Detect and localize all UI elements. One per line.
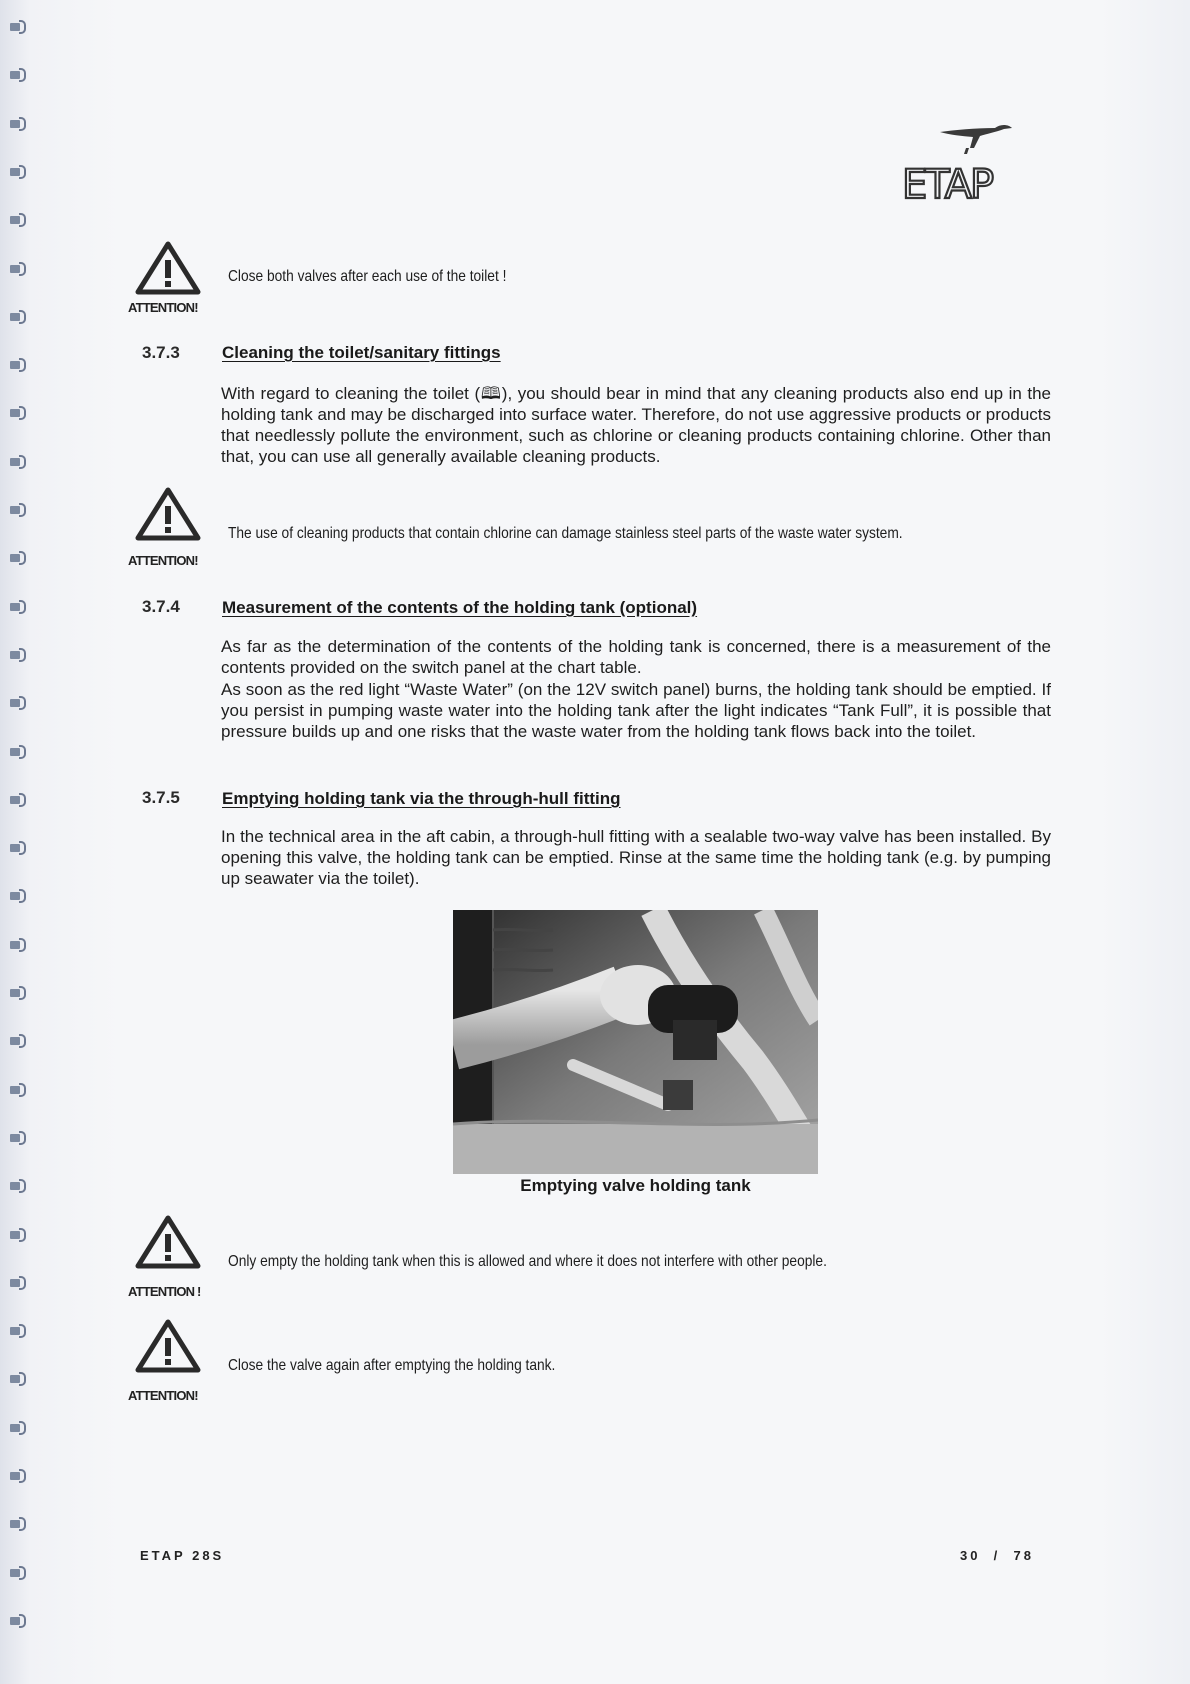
- footer-page-number: 30 / 78: [960, 1548, 1034, 1563]
- binding-ring-icon: [10, 551, 26, 565]
- section-number: 3.7.3: [142, 343, 180, 362]
- attention-note: Only empty the holding tank when this is allowed and where it does not interfere with other people.: [228, 1253, 827, 1270]
- attention-warning: [125, 1318, 215, 1403]
- warning-triangle-icon: [134, 1214, 202, 1270]
- binding-ring-icon: [10, 1228, 26, 1242]
- binding-ring-icon: [10, 600, 26, 614]
- binding-ring-icon: [10, 1469, 26, 1483]
- binding-ring-icon: [10, 986, 26, 1000]
- attention-label: ATTENTION!: [128, 300, 198, 315]
- attention-label: ATTENTION !: [128, 1284, 201, 1299]
- binding-ring-icon: [10, 1517, 26, 1531]
- section-title: Measurement of the contents of the holding tank (optional): [222, 598, 698, 617]
- attention-note: Close the valve again after emptying the holding tank.: [228, 1357, 556, 1374]
- binding-ring-icon: [10, 165, 26, 179]
- attention-note: Close both valves after each use of the toilet !: [228, 268, 507, 285]
- binding-ring-icon: [10, 406, 26, 420]
- binding-ring-icon: [10, 648, 26, 662]
- section-number: 3.7.5: [142, 788, 180, 807]
- binding-ring-icon: [10, 1421, 26, 1435]
- section-title: Cleaning the toilet/sanitary fittings: [222, 343, 501, 362]
- binding-ring-icon: [10, 213, 26, 227]
- footer-model: ETAP 28S: [140, 1548, 225, 1563]
- attention-warning: [125, 240, 215, 320]
- section-body-continued: As soon as the red light “Waste Water” (on the 12V switch panel) burns, the holding tank should be emptied. If you persist in pumping waste water into the holding tank after the light indicates “Tank Full”, it is possible that pressure builds up and one risks that the waste water from the holding tank flows back into the toilet.: [221, 680, 1051, 741]
- binding-ring-icon: [10, 503, 26, 517]
- binding-ring-icon: [10, 745, 26, 759]
- binding-ring-icon: [10, 358, 26, 372]
- binding-ring-icon: [10, 938, 26, 952]
- binding-ring-icon: [10, 1372, 26, 1386]
- binding-ring-icon: [10, 1179, 26, 1193]
- binding-ring-icon: [10, 889, 26, 903]
- binding-ring-icon: [10, 793, 26, 807]
- attention-label: ATTENTION!: [128, 1388, 198, 1403]
- binding-ring-icon: [10, 1034, 26, 1048]
- binding-ring-icon: [10, 262, 26, 276]
- valve-photo: [453, 910, 818, 1174]
- binding-ring-icon: [10, 310, 26, 324]
- binding-ring-icon: [10, 1566, 26, 1580]
- warning-triangle-icon: [134, 486, 202, 542]
- binding-ring-icon: [10, 68, 26, 82]
- attention-label: ATTENTION!: [128, 553, 198, 568]
- binding-ring-icon: [10, 1324, 26, 1338]
- spiral-binding: [0, 20, 34, 1660]
- binding-ring-icon: [10, 1083, 26, 1097]
- section-title: Emptying holding tank via the through-hull fitting: [222, 789, 621, 808]
- etap-logo: [900, 118, 1050, 208]
- section-body: In the technical area in the aft cabin, a through-hull fitting with a sealable two-way valve has been installed. By opening this valve, the holding tank can be emptied. Rinse at the same time the holding tank (e.g. by pumping up seawater via the toilet).: [221, 827, 1051, 888]
- binding-ring-icon: [10, 455, 26, 469]
- warning-triangle-icon: [134, 1318, 202, 1374]
- attention-warning: [125, 486, 215, 566]
- valve-photo-image: [453, 910, 818, 1174]
- section-body: As far as the determination of the contents of the holding tank is concerned, there is a measurement of the contents provided on the switch panel at the chart table.: [221, 637, 1051, 677]
- attention-warning: [125, 1214, 215, 1299]
- section-body: With regard to cleaning the toilet (🕮), you should bear in mind that any cleaning products also end up in the holding tank and may be discharged into surface water. Therefore, do not use aggressive products or products that needlessly pollute the environment, such as chlorine or cleaning products containing chlorine. Other than that, you can use all generally available cleaning products.: [221, 384, 1051, 466]
- warning-triangle-icon: [134, 240, 202, 296]
- binding-ring-icon: [10, 841, 26, 855]
- bird-logo-icon: [900, 118, 1050, 208]
- photo-caption: Emptying valve holding tank: [520, 1176, 751, 1195]
- binding-ring-icon: [10, 1131, 26, 1145]
- svg-text:ETAP: ETAP: [902, 162, 993, 208]
- binding-ring-icon: [10, 117, 26, 131]
- binding-ring-icon: [10, 1614, 26, 1628]
- section-number: 3.7.4: [142, 597, 180, 616]
- binding-ring-icon: [10, 1276, 26, 1290]
- binding-ring-icon: [10, 696, 26, 710]
- binding-ring-icon: [10, 20, 26, 34]
- attention-note: The use of cleaning products that contain chlorine can damage stainless steel parts of the waste water system.: [228, 525, 903, 542]
